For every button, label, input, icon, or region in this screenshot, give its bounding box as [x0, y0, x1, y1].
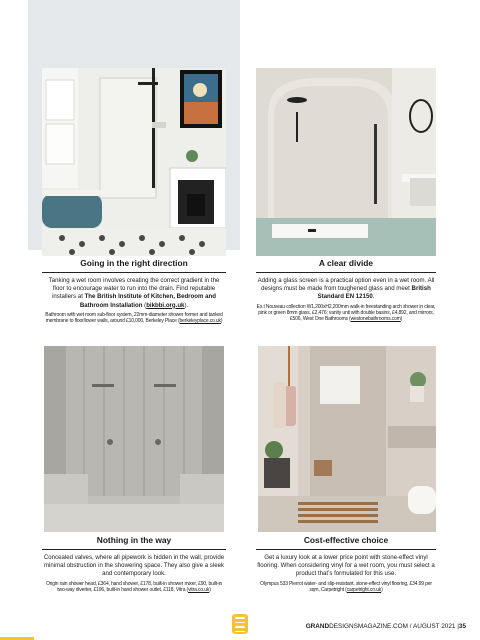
section-lead: [256, 554, 436, 579]
credit-text: ): [220, 318, 223, 325]
caption-going-right-direction: [42, 258, 226, 325]
credit-text: Ex.t Nouveau collection W1,200xH2,200mm walk-in freestanding arch shower in clear, pink or green 8mm glass, £2,476; vanity unit with double basins, £4,892, and mirrors, £506, West One Bathrooms (: [256, 303, 436, 323]
product-credit: [256, 304, 436, 323]
footer-brand-rest: DESIGNSMAGAZINE.COM / AUGUST 2021 |: [329, 623, 459, 630]
section-lead: [42, 554, 226, 579]
caption-clear-divide: [256, 258, 436, 323]
footer-brand-bold: GRAND: [305, 623, 330, 630]
magazine-icon[interactable]: [232, 614, 248, 634]
page-number: 35: [458, 623, 466, 630]
bikbbi-link[interactable]: bikbbi.org.uk: [146, 301, 185, 309]
caption-nothing-in-the-way: [42, 535, 226, 593]
lead-text: Get a luxury look at a lower price point with stone-effect vinyl flooring. When considering vinyl for a wet room, you must select a product that’s formulated for this use.: [257, 554, 435, 578]
credit-text: ): [400, 316, 403, 323]
section-heading: A clear divide: [256, 258, 436, 273]
product-credit: [42, 312, 226, 325]
lead-text: Concealed valves, where all pipework is hidden in the wall, provide minimal obstruction in the showering space. They also give a sleek and contemporary look.: [43, 554, 225, 578]
lead-text: Adding a glass screen is a practical option even in a wet room. All designs must be made from toughened glass and meet: [257, 277, 435, 293]
photo-concealed-valves-shower: [44, 346, 224, 532]
credit-text: ): [381, 587, 383, 594]
vitra-link[interactable]: vitra.co.uk: [188, 587, 210, 594]
carpetright-link[interactable]: carpetright.co.uk: [346, 587, 382, 594]
westonebathrooms-link[interactable]: westonebathrooms.com: [350, 316, 401, 323]
lead-bold-text: The British Institute of Kitchen, Bedroom and Bathroom Installation: [79, 293, 216, 309]
section-heading: Going in the right direction: [42, 258, 226, 273]
section-lead: [256, 277, 436, 302]
page-footer: [306, 623, 466, 630]
credit-text: Origin rain shower head, £364, hand shower, £178, built-in shower mixer, £90, built-in two-way diverter, £196, built-in hand shower outlet, £118, Vitra (: [45, 580, 223, 594]
photo-stone-effect-vinyl: [258, 346, 436, 532]
photo-arch-glass-screen: [256, 68, 436, 256]
photo-bathroom-tub: [42, 68, 226, 256]
credit-text: Bathroom with wet room sub-floor system, 22mm-diameter shower former and tanked membrane to floor/lower walls, around £10,000, Berkeley Place (: [45, 311, 223, 325]
section-lead: [42, 277, 226, 310]
berkeleyplace-link[interactable]: berkeleyplace.co.uk: [179, 318, 221, 325]
section-heading: Nothing in the way: [42, 535, 226, 550]
product-credit: [42, 581, 226, 594]
lead-text: (: [142, 301, 147, 309]
lead-text: .: [372, 293, 375, 301]
credit-text: ): [209, 587, 211, 594]
caption-cost-effective-choice: [256, 535, 436, 593]
section-heading: Cost-effective choice: [256, 535, 436, 550]
credit-text: Olympus 533 Pierrot water- and slip-resistant, stone-effect vinyl flooring, £34.99 per sqm, Carpetright (: [260, 580, 432, 594]
lead-text: ).: [184, 301, 189, 309]
lead-text: Tanking a wet room involves creating the correct gradient in the floor to encourage water to run into the drain. Find reputable installers at: [48, 277, 220, 301]
lead-bold-text: British Standard EN 12150: [317, 285, 431, 301]
product-credit: [256, 581, 436, 594]
